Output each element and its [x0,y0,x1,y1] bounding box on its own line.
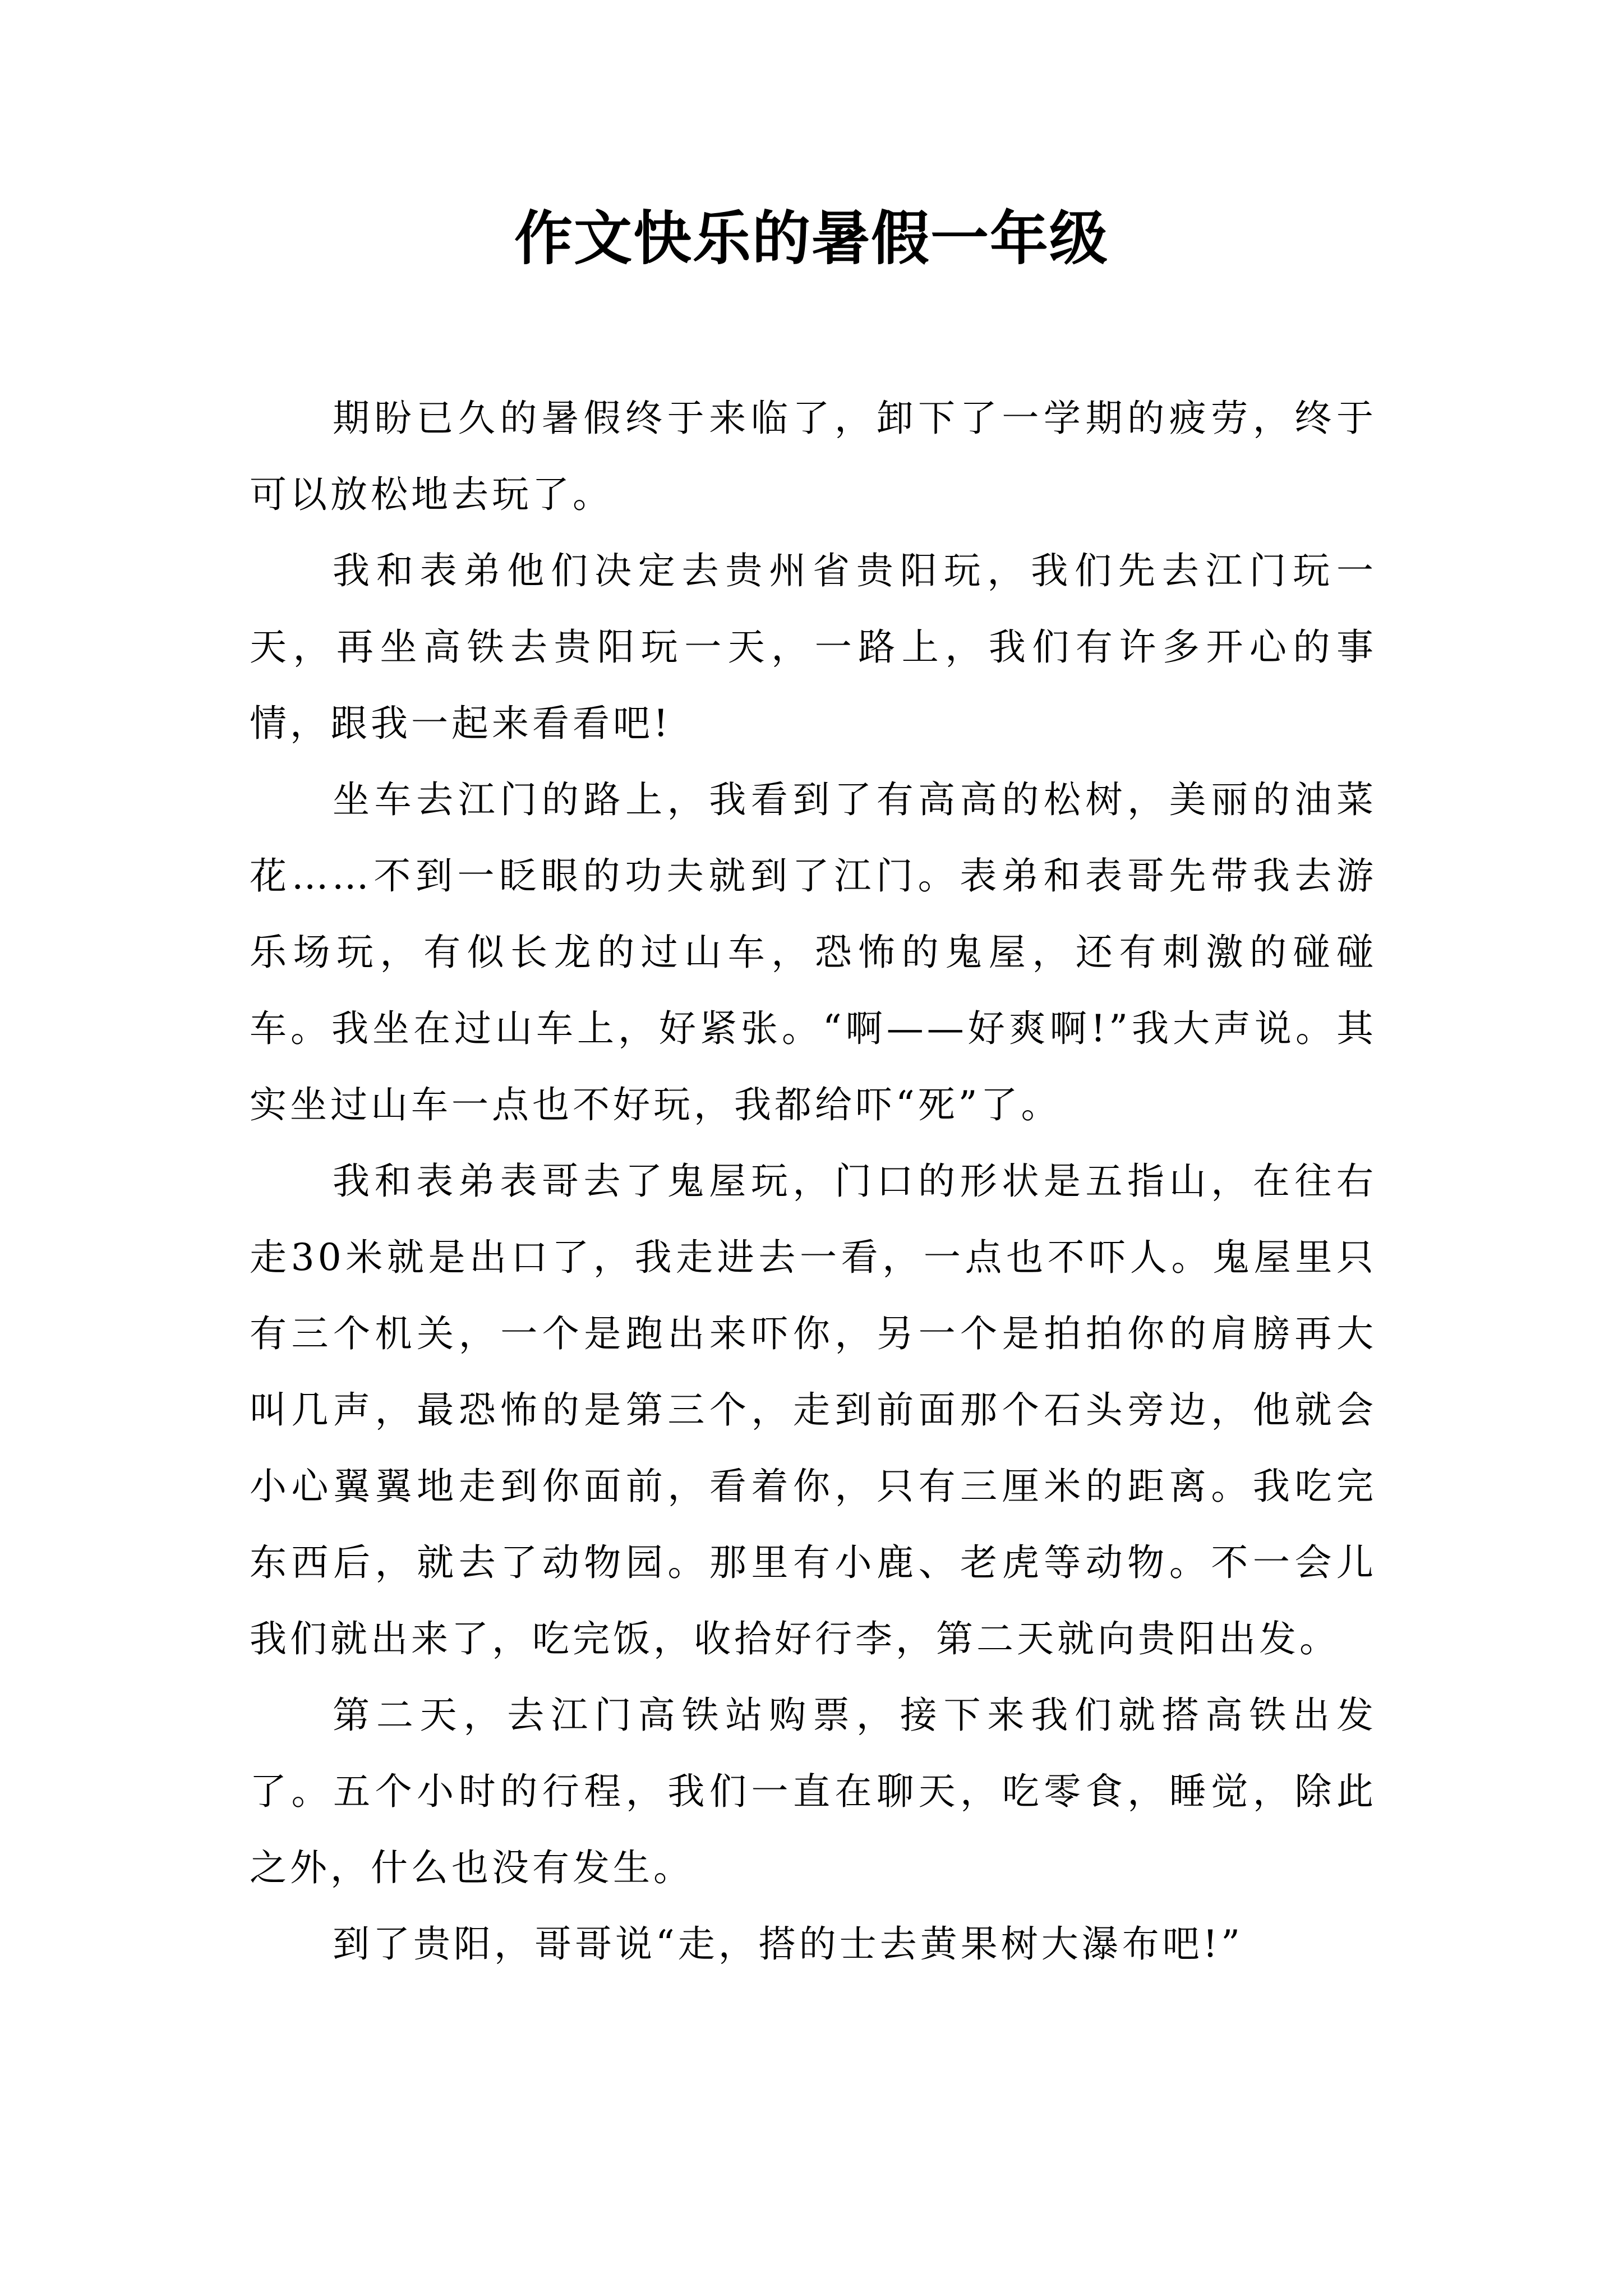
essay-body [250,380,1377,1982]
paragraph: 坐车去江门的路上，我看到了有高高的松树，美丽的油菜花……不到一眨眼的功夫就到了江门。表弟和表哥先带我去游乐场玩，有似长龙的过山车，恐怖的鬼屋，还有刺激的碰碰车。我坐在过山车上，好紧张。“啊——好爽啊!”我大声说。其实坐过山车一点也不好玩，我都给吓“死”了。 [250,778,1377,1126]
paragraph: 期盼已久的暑假终于来临了，卸下了一学期的疲劳，终于可以放松地去玩了。 [250,397,1377,516]
essay-title: 作文快乐的暑假一年级 [514,204,1109,273]
paragraph: 到了贵阳，哥哥说“走，搭的士去黄果树大瀑布吧!” [333,1922,1244,1966]
paragraph: 我和表弟表哥去了鬼屋玩，门口的形状是五指山，在往右走30米就是出口了，我走进去一看，一点也不吓人。鬼屋里只有三个机关，一个是跑出来吓你，另一个是拍拍你的肩膀再大叫几声，最恐怖的是第三个，走到前面那个石头旁边，他就会小心翼翼地走到你面前，看着你，只有三厘米的距离。我吃完东西后，就去了动物园。那里有小鹿、老虎等动物。不一会儿我们就出来了，吃完饭，收拾好行李，第二天就向贵阳出发。 [250,1159,1377,1660]
paragraph: 第二天，去江门高铁站购票，接下来我们就搭高铁出发了。五个小时的行程，我们一直在聊天，吃零食，睡觉，除此之外，什么也没有发生。 [250,1694,1377,1889]
paragraph: 我和表弟他们决定去贵州省贵阳玩，我们先去江门玩一天，再坐高铁去贵阳玩一天，一路上，我们有许多开心的事情，跟我一起来看看吧! [250,549,1377,745]
